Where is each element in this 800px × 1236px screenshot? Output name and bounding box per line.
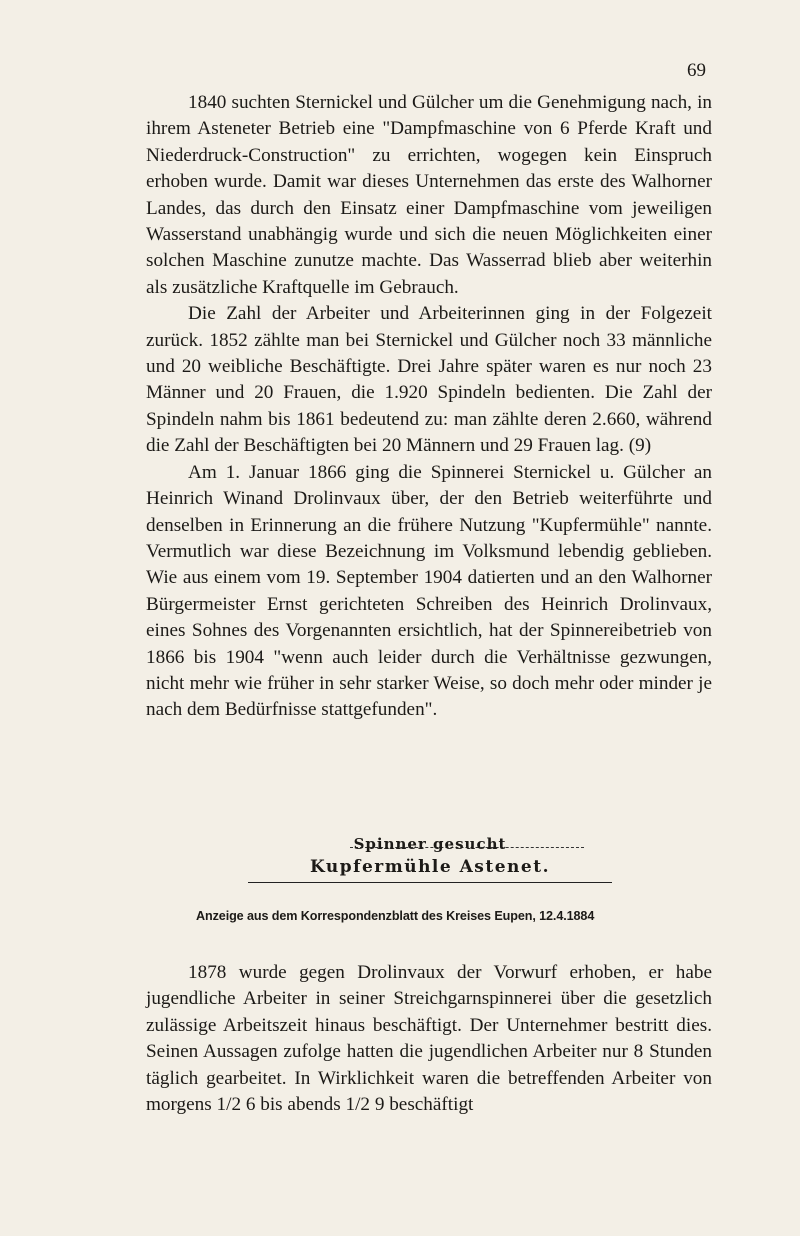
advertisement-clipping xyxy=(248,834,612,883)
paragraph-drolinvaux: Am 1. Januar 1866 ging die Spinnerei Sternickel u. Gülcher an Heinrich Winand Drolinvaux über, der den Betrieb weiterführte und denselben in Erinnerung an die frühere Nutzung "Kupfermühle" nannte. Vermutlich war diese Bezeichnung im Volksmund lebendig geblieben. Wie aus einem vom 19. September 1904 datierten und an den Walhorner Bürgermeister Ernst gerichteten Schreiben des Heinrich Drolinvaux, eines Sohnes des Vorgenannten ersichtlich, hat der Spinnereibetrieb von 1866 bis 1904 "wenn auch leider durch die Verhältnisse gezwungen, nicht mehr wie früher in sehr starker Weise, so doch mehr oder minder je nach dem Bedürfnisse stattgefunden". xyxy=(146,461,712,721)
paragraph-arbeiterzahl: Die Zahl der Arbeiter und Arbeiterinnen ging in der Folgezeit zurück. 1852 zählte man bei Sternickel und Gülcher noch 33 männliche und 20 weibliche Beschäftigte. Drei Jahre später waren es nur noch 23 Männer und 20 Frauen, die 1.920 Spindeln bedienten. Die Zahl der Spindeln nahm bis 1861 bedeutend zu: man zählte deren 2.660, während die Zahl der Beschäftigten bei 20 Männern und 29 Frauen lag. (9) xyxy=(146,303,712,457)
advertisement-subline: Kupfermühle Astenet. xyxy=(309,857,550,877)
paragraph-vorwurf: 1878 wurde gegen Drolinvaux der Vorwurf erhoben, er habe jugendliche Arbeiter in seiner Streichgarnspinnerei über die gesetzlich zulässige Arbeitszeit hinaus beschäftigt. Der Unternehmer bestritt dies. Seinen Aussagen zufolge hatten die jugendlichen Arbeiter nur 8 Stunden täglich gearbeitet. In Wirklichkeit waren die betreffenden Arbeiter von morgens 1/2 6 bis abends 1/2 9 beschäftigt xyxy=(146,962,712,1116)
page-number: 69 xyxy=(687,60,706,81)
main-text-top xyxy=(146,90,712,724)
paragraph-dampfmaschine: 1840 suchten Sternickel und Gülcher um die Genehmigung nach, in ihrem Asteneter Betrieb eine "Dampfmaschine von 6 Pferde Kraft und Niederdruck-Construction" zu errichten, wogegen kein Einspruch erhoben wurde. Damit war dieses Unternehmen das erste des Walhorner Landes, das durch den Einsatz einer Dampfmaschine vom jeweiligen Wasserstand unabhängig wurde und sich die neuen Möglichkeiten einer solchen Maschine zunutze machte. Das Wasserrad blieb aber weiterhin als zusätzliche Kraftquelle im Gebrauch. xyxy=(146,92,712,298)
advertisement-caption: Anzeige aus dem Korrespondenzblatt des Kreises Eupen, 12.4.1884 xyxy=(196,909,595,923)
main-text-bottom xyxy=(146,960,712,1118)
advertisement-headline: Spinner gesucht xyxy=(353,835,507,853)
advertisement-bottom-rule xyxy=(248,882,612,883)
